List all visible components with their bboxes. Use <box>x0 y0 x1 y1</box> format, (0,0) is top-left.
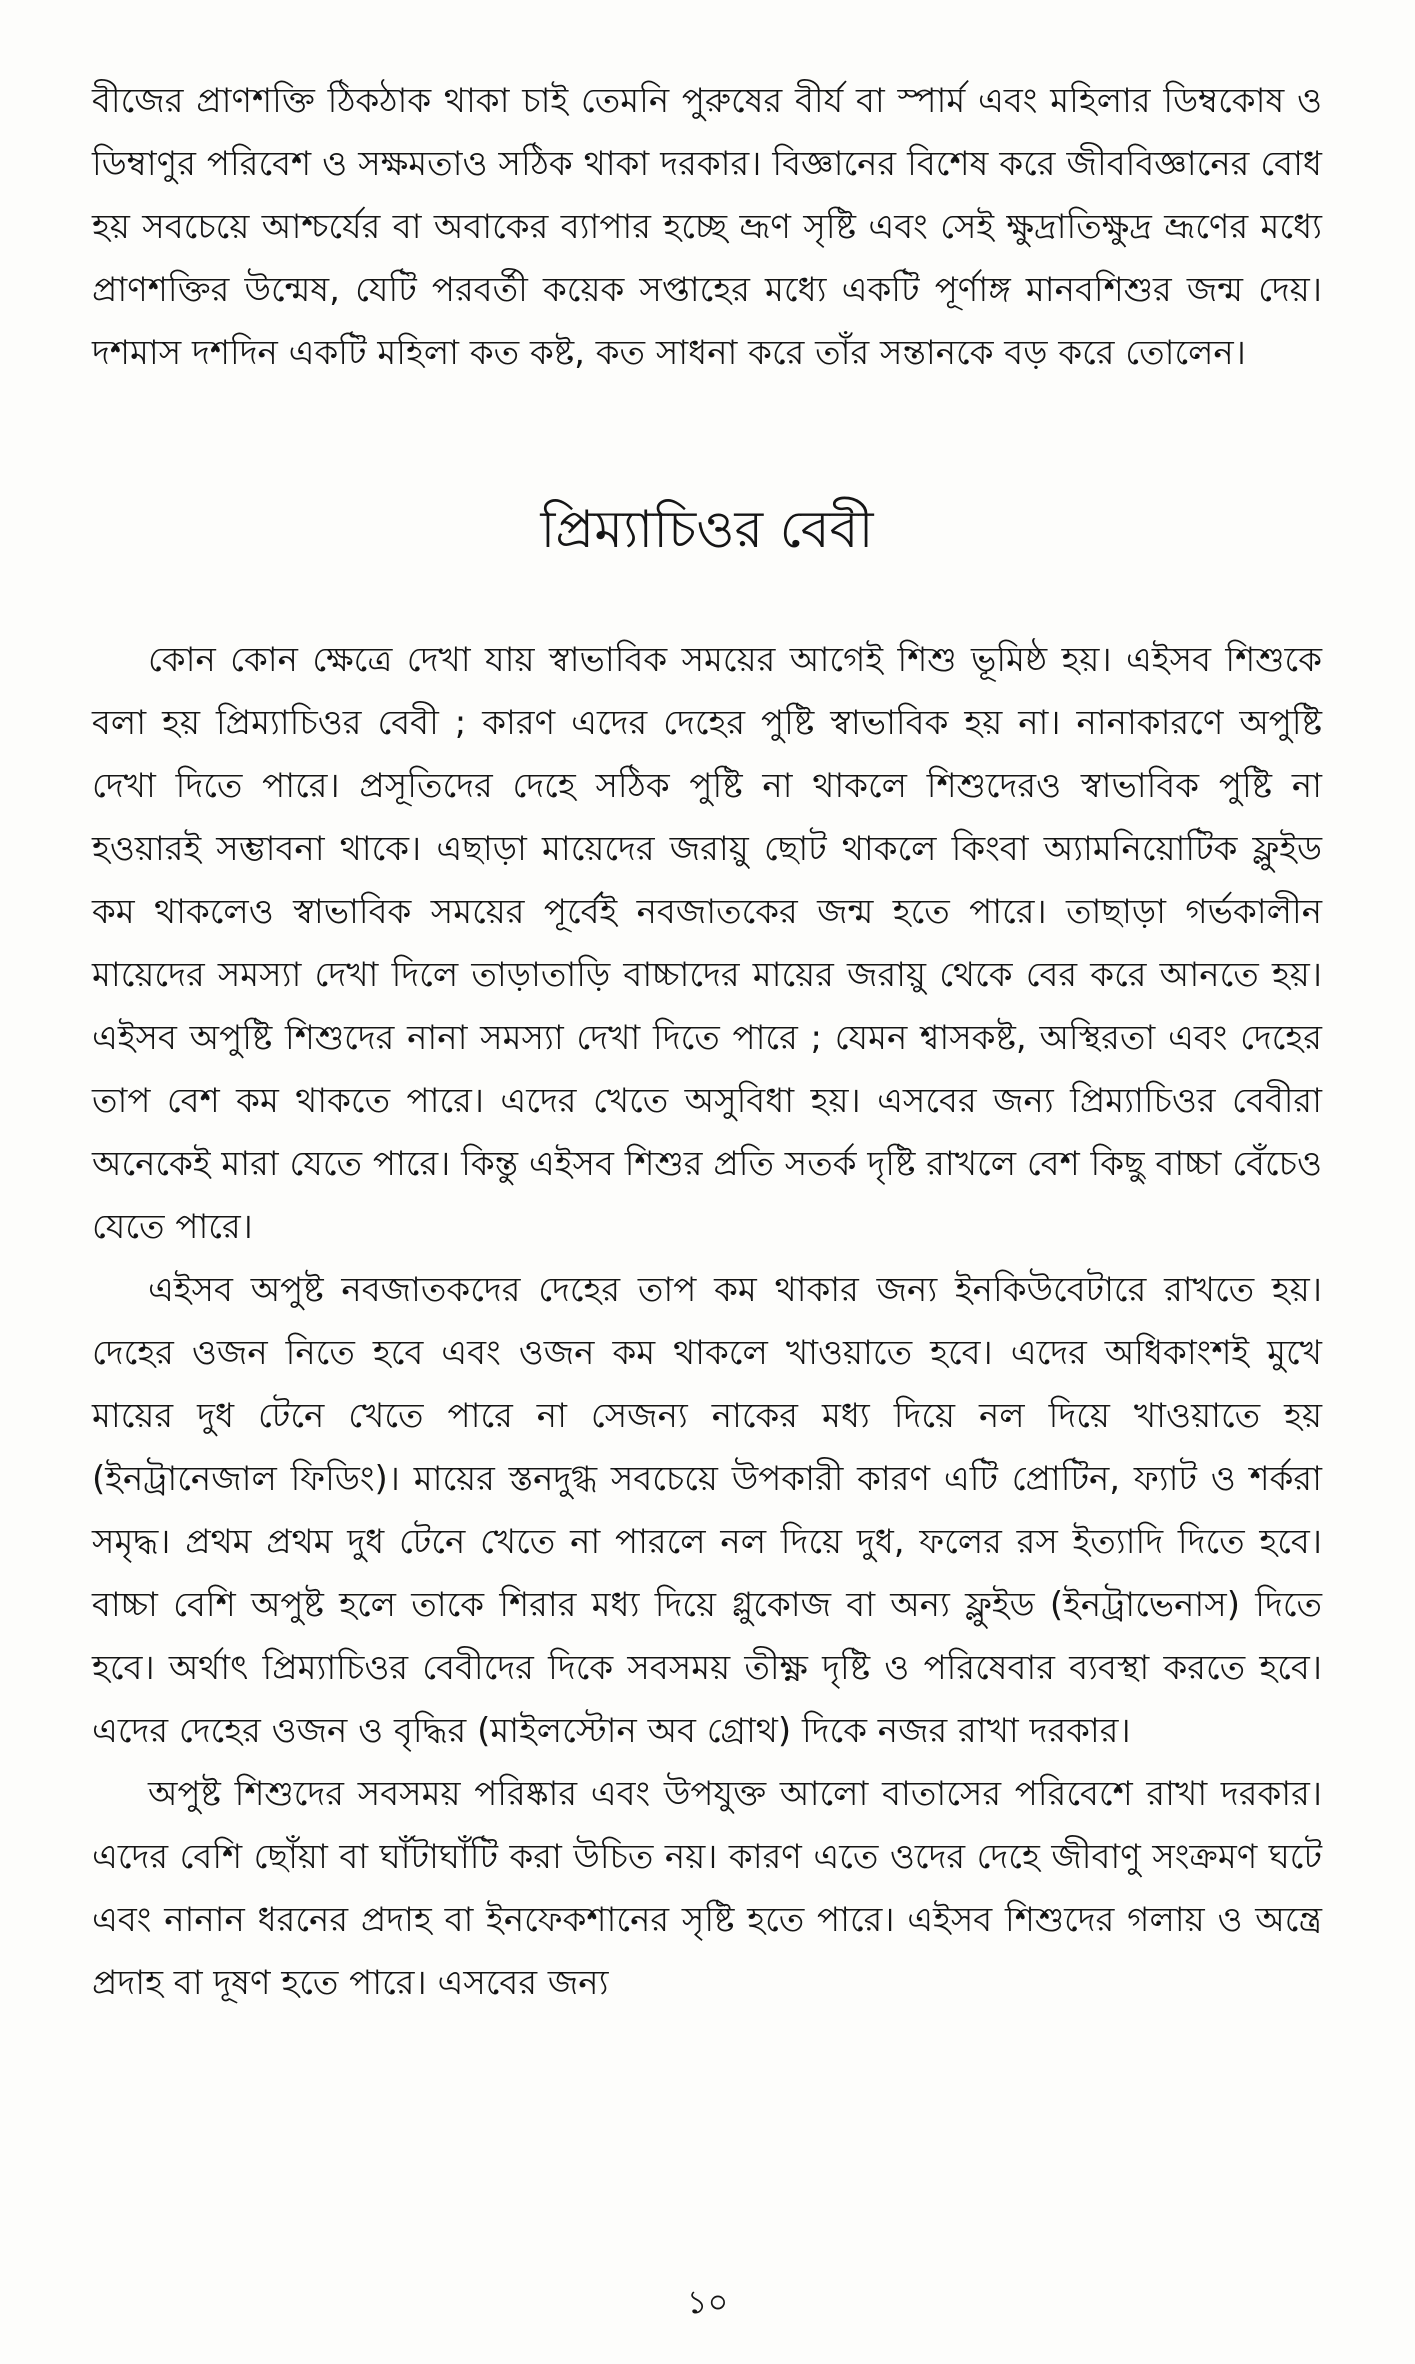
page-number: ১০ <box>686 2283 729 2321</box>
body-paragraph-1: কোন কোন ক্ষেত্রে দেখা যায় স্বাভাবিক সময়ের আগেই শিশু ভূমিষ্ঠ হয়। এইসব শিশুকে বলা হয় প্রিম্যাচিওর বেবী ; কারণ এদের দেহের পুষ্টি স্বাভাবিক হয় না। নানাকারণে অপুষ্টি দেখা দিতে পারে। প্রসূতিদের দেহে সঠিক পুষ্টি না থাকলে শিশুদেরও স্বাভাবিক পুষ্টি না হওয়ারই সম্ভাবনা থাকে। এছাড়া মায়েদের জরায়ু ছোট থাকলে কিংবা অ্যামনিয়োটিক ফ্লুইড কম থাকলেও স্বাভাবিক সময়ের পূর্বেই নবজাতকের জন্ম হতে পারে। তাছাড়া গর্ভকালীন মায়েদের সমস্যা দেখা দিলে তাড়াতাড়ি বাচ্চাদের মায়ের জরায়ু থেকে বের করে আনতে হয়। এইসব অপুষ্টি শিশুদের নানা সমস্যা দেখা দিতে পারে ; যেমন শ্বাসকষ্ট, অস্থিরতা এবং দেহের তাপ বেশ কম থাকতে পারে। এদের খেতে অসুবিধা হয়। এসবের জন্য প্রিম্যাচিওর বেবীরা অনেকেই মারা যেতে পারে। কিন্তু এইসব শিশুর প্রতি সতর্ক দৃষ্টি রাখলে বেশ কিছু বাচ্চা বেঁচেও যেতে পারে। <box>92 640 1322 1247</box>
body-paragraph-2: এইসব অপুষ্ট নবজাতকদের দেহের তাপ কম থাকার জন্য ইনকিউবেটারে রাখতে হয়। দেহের ওজন নিতে হবে এবং ওজন কম থাকলে খাওয়াতে হবে। এদের অধিকাংশই মুখে মায়ের দুধ টেনে খেতে পারে না সেজন্য নাকের মধ্য দিয়ে নল দিয়ে খাওয়াতে হয় (ইনট্রানেজাল ফিডিং)। মায়ের স্তনদুগ্ধ সবচেয়ে উপকারী কারণ এটি প্রোটিন, ফ্যাট ও শর্করা সমৃদ্ধ। প্রথম প্রথম দুধ টেনে খেতে না পারলে নল দিয়ে দুধ, ফলের রস ইত্যাদি দিতে হবে। বাচ্চা বেশি অপুষ্ট হলে তাকে শিরার মধ্য দিয়ে গ্লুকোজ বা অন্য ফ্লুইড (ইনট্রাভেনাস) দিতে হবে। অর্থাৎ প্রিম্যাচিওর বেবীদের দিকে সবসময় তীক্ষ্ণ দৃষ্টি ও পরিষেবার ব্যবস্থা করতে হবে। এদের দেহের ওজন ও বৃদ্ধির (মাইলস্টোন অব গ্রোথ) দিকে নজর রাখা দরকার। <box>92 1270 1322 1751</box>
intro-paragraph: বীজের প্রাণশক্তি ঠিকঠাক থাকা চাই তেমনি পুরুষের বীর্য বা স্পার্ম এবং মহিলার ডিম্বকোষ ও ডিম্বাণুর পরিবেশ ও সক্ষমতাও সঠিক থাকা দরকার। বিজ্ঞানের বিশেষ করে জীববিজ্ঞানের বোধ হয় সবচেয়ে আশ্চর্যের বা অবাকের ব্যাপার হচ্ছে ভ্রূণ সৃষ্টি এবং সেই ক্ষুদ্রাতিক্ষুদ্র ভ্রূণের মধ্যে প্রাণশক্তির উন্মেষ, যেটি পরবর্তী কয়েক সপ্তাহের মধ্যে একটি পূর্ণাঙ্গ মানবশিশুর জন্ম দেয়। দশমাস দশদিন একটি মহিলা কত কষ্ট, কত সাধনা করে তাঁর সন্তানকে বড় করে তোলেন। <box>92 81 1322 373</box>
section-heading: প্রিম্যাচিওর বেবী <box>540 500 874 560</box>
body-paragraph-3: অপুষ্ট শিশুদের সবসময় পরিষ্কার এবং উপযুক্ত আলো বাতাসের পরিবেশে রাখা দরকার। এদের বেশি ছোঁয়া বা ঘাঁটাঘাঁটি করা উচিত নয়। কারণ এতে ওদের দেহে জীবাণু সংক্রমণ ঘটে এবং নানান ধরনের প্রদাহ বা ইনফেকশানের সৃষ্টি হতে পারে। এইসব শিশুদের গলায় ও অন্ত্রে প্রদাহ বা দূষণ হতে পারে। এসবের জন্য <box>92 1774 1322 2003</box>
page-body <box>92 70 1322 2015</box>
